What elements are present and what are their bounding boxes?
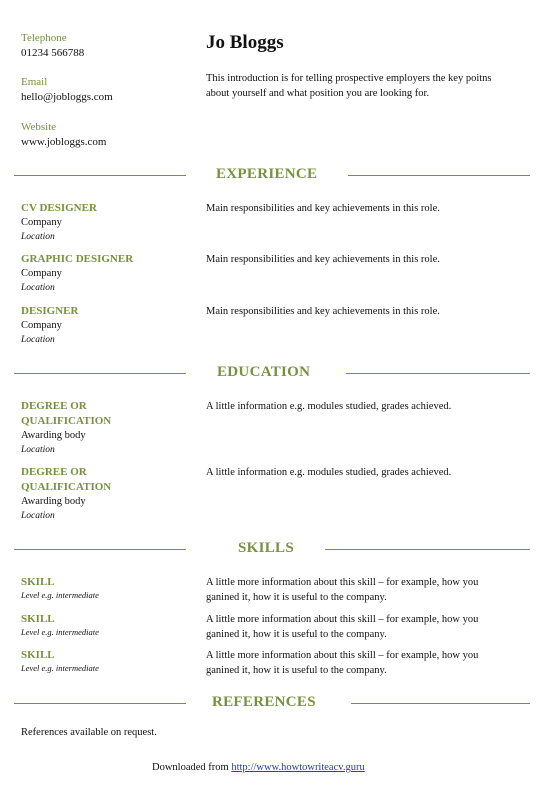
skill-name: SKILL: [21, 613, 55, 625]
skill-description: [206, 612, 478, 642]
candidate-name: Jo Bloggs: [206, 32, 284, 53]
company-name: Company: [21, 320, 62, 331]
telephone-label: Telephone: [21, 32, 67, 44]
website-value[interactable]: www.jobloggs.com: [21, 136, 107, 148]
degree-title: DEGREE OR: [21, 400, 87, 412]
skill-level: Level e.g. intermediate: [21, 663, 99, 673]
references-text: References available on request.: [21, 727, 157, 738]
job-location: Location: [21, 232, 55, 242]
download-footer: [152, 762, 365, 773]
education-description: A little information e.g. modules studied, grades achieved.: [206, 401, 452, 412]
education-heading: EDUCATION: [217, 364, 311, 380]
experience-item: [21, 304, 78, 347]
education-location: Location: [21, 445, 55, 455]
section-rule-left: [14, 373, 186, 374]
education-item: [21, 465, 111, 523]
job-title: DESIGNER: [21, 305, 79, 317]
education-description: A little information e.g. modules studied, grades achieved.: [206, 467, 452, 478]
section-rule-right: [351, 703, 530, 704]
references-heading: REFERENCES: [212, 694, 316, 710]
experience-heading: EXPERIENCE: [216, 166, 318, 182]
skill-description-line: ganined it, how it is useful to the company.: [206, 665, 387, 676]
skill-description-line: ganined it, how it is useful to the company.: [206, 592, 387, 603]
company-name: Company: [21, 268, 62, 279]
job-title: CV DESIGNER: [21, 202, 97, 214]
website-label: Website: [21, 121, 57, 133]
section-rule-right: [346, 373, 530, 374]
experience-item: [21, 201, 97, 244]
section-rule-right: [348, 175, 530, 176]
section-rule-left: [14, 175, 186, 176]
skill-description-line: ganined it, how it is useful to the company.: [206, 629, 387, 640]
skill-description-line: A little more information about this skill – for example, how you: [206, 650, 479, 661]
footer-link[interactable]: http://www.howtowriteacv.guru: [231, 762, 365, 773]
section-rule-left: [14, 549, 186, 550]
skill-description-line: A little more information about this skill – for example, how you: [206, 614, 479, 625]
skill-name: SKILL: [21, 576, 55, 588]
job-location: Location: [21, 283, 55, 293]
footer-prefix: Downloaded from: [152, 762, 232, 773]
skill-description: [206, 648, 478, 678]
awarding-body: Awarding body: [21, 430, 86, 441]
email-label: Email: [21, 76, 48, 88]
awarding-body: Awarding body: [21, 496, 86, 507]
intro-line-1: This introduction is for telling prospective employers the key poitns: [206, 73, 492, 84]
email-value[interactable]: hello@jobloggs.com: [21, 91, 113, 103]
education-item: [21, 399, 111, 457]
degree-title: QUALIFICATION: [21, 481, 112, 493]
skill-level: Level e.g. intermediate: [21, 627, 99, 637]
degree-title: DEGREE OR: [21, 466, 87, 478]
skill-item: [21, 648, 99, 673]
job-description: Main responsibilities and key achievements in this role.: [206, 306, 440, 317]
job-title: GRAPHIC DESIGNER: [21, 253, 134, 265]
skill-item: [21, 575, 99, 600]
degree-title: QUALIFICATION: [21, 415, 112, 427]
job-location: Location: [21, 335, 55, 345]
skill-level: Level e.g. intermediate: [21, 590, 99, 600]
experience-item: [21, 252, 133, 295]
job-description: Main responsibilities and key achievements in this role.: [206, 203, 440, 214]
job-description: Main responsibilities and key achievements in this role.: [206, 254, 440, 265]
company-name: Company: [21, 217, 62, 228]
section-rule-left: [14, 703, 186, 704]
skill-name: SKILL: [21, 649, 55, 661]
intro-line-2: about yourself and what position you are looking for.: [206, 88, 430, 99]
skill-description-line: A little more information about this skill – for example, how you: [206, 577, 479, 588]
skills-heading: SKILLS: [238, 540, 294, 556]
section-rule-right: [325, 549, 530, 550]
skill-description: [206, 575, 478, 605]
education-location: Location: [21, 511, 55, 521]
skill-item: [21, 612, 99, 637]
telephone-value: 01234 566788: [21, 47, 85, 59]
